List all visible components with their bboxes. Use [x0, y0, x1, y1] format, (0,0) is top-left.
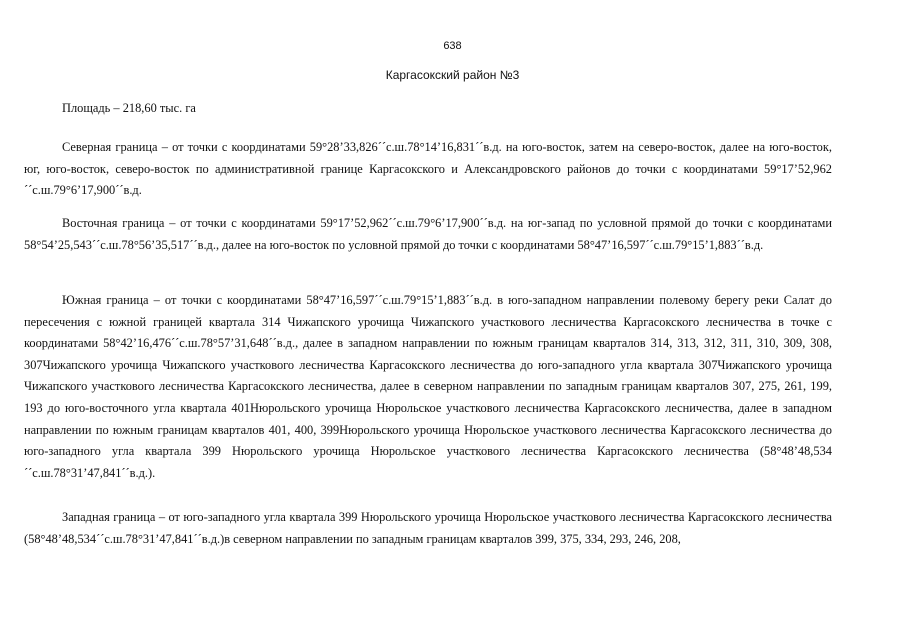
area-paragraph: Площадь – 218,60 тыс. га — [62, 101, 196, 115]
west-boundary-paragraph: Западная граница – от юго-западного угла квартала 399 Нюрольского урочища Нюрольское участкового лесничества Каргасокского лесничества (58°48’48,534´´с.ш.78°31’47,841´´в.д.)в северном направлении по западным границам кварталов 399, 375, 334, 293, 246, 208, — [24, 510, 832, 546]
east-boundary-paragraph: Восточная граница – от точки с координатами 59°17’52,962´´с.ш.79°6’17,900´´в.д. на юг-запад по условной прямой до точки с координатами 58°54’25,543´´с.ш.78°56’35,517´´в.д., далее на юго-восток по условной прямой до точки с координатами 58°47’16,597´´с.ш.79°15’1,883´´в.д. — [24, 216, 832, 252]
document-title: Каргасокский район №3 — [385, 68, 520, 82]
page-number: 638 — [443, 40, 462, 52]
north-boundary-paragraph: Северная граница – от точки с координатами 59°28’33,826´´с.ш.78°14’16,831´´в.д. на юго-восток, затем на северо-восток, далее на юго-восток, юг, юго-восток, северо-восток по административной границе Каргасокского и Александровского районов до точки с координатами 59°17’52,962´´с.ш.79°6’17,900´´в.д. — [24, 140, 832, 198]
south-boundary-paragraph: Южная граница – от точки с координатами 58°47’16,597´´с.ш.79°15’1,883´´в.д. в юго-западном направлении полевому берегу реки Салат до пересечения с южной границей квартала 314 Чижапского урочища Чижапского участкового лесничества Каргасокского лесничества в точке с координатами 58°42’16,476´´с.ш.78°57’31,648´´в.д., далее в западном направлении по южным границам кварталов 314, 313, 312, 311, 310, 309, 308, 307Чижапского урочища Чижапского участкового лесничества Каргасокского лесничества до юго-западного угла квартала 307Чижапского урочища Чижапского участкового лесничества Каргасокского лесничества, далее в северном направлении по западным границам кварталов 307, 275, 261, 199, 193 до юго-восточного угла квартала 401Нюрольского урочища Нюрольское участкового лесничества Каргасокского лесничества, далее в западном направлении по южным границам кварталов 401, 400, 399Нюрольского урочища Нюрольское участкового лесничества Каргасокского лесничества до юго-западного угла квартала 399 Нюрольского урочища Нюрольское участкового лесничества Каргасокского лесничества (58°48’48,534´´с.ш.78°31’47,841´´в.д.). — [24, 293, 832, 480]
